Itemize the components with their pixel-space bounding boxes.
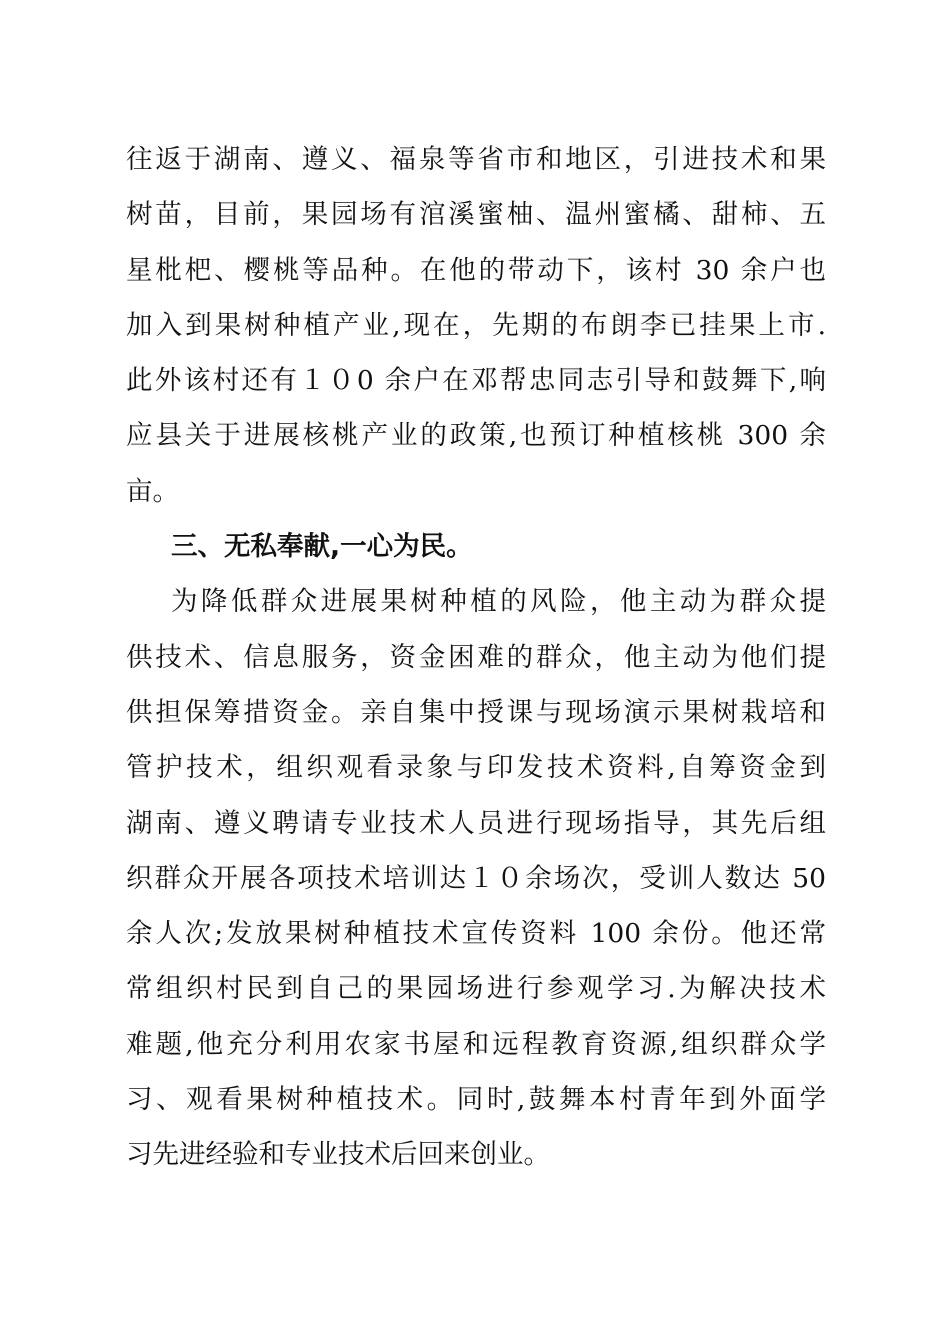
text-line: 管护技术，组织观看录象与印发技术资料,自筹资金到 [126, 752, 826, 784]
text-line: 往返于湖南、遵义、福泉等省市和地区，引进技术和果 [126, 144, 826, 175]
text-line: 供技术、信息服务，资金困难的群众，他主动为他们提 [126, 641, 826, 673]
text-line: 树苗，目前，果园场有涫溪蜜柚、温州蜜橘、甜柿、五 [126, 199, 826, 231]
text-line: 亩。 [126, 475, 179, 507]
paragraph-2 [126, 574, 826, 1182]
text-line: 此外该村还有１０0 余户在邓帮忠同志引导和鼓舞下,响 [126, 365, 826, 397]
text-line: 星枇杷、樱桃等品种。在他的带动下，该村 30 余户也 [126, 254, 826, 286]
text-line: 应县关于进展核桃产业的政策,也预订种植核桃 300 余 [126, 420, 826, 452]
text-line: 加入到果树种植产业,现在，先期的布朗李已挂果上市. [126, 309, 826, 341]
text-line: 习先进经验和专业技术后回来创业。 [126, 1139, 550, 1171]
text-line: 为降低群众进展果树种植的风险，他主动为群众提 [171, 586, 826, 618]
text-line: 湖南、遵义聘请专业技术人员进行现场指导，其先后组 [126, 807, 826, 839]
document-body [126, 132, 826, 1183]
paragraph-1 [126, 132, 826, 519]
text-line: 常组织村民到自己的果园场进行参观学习.为解决技术 [126, 973, 826, 1005]
text-line: 余人次;发放果树种植技术宣传资料 100 余份。他还常 [126, 918, 826, 950]
text-line: 习、观看果树种植技术。同时,鼓舞本村青年到外面学 [126, 1084, 826, 1116]
text-line: 难题,他充分利用农家书屋和远程教育资源,组织群众学 [126, 1028, 826, 1060]
text-line: 织群众开展各项技术培训达１０余场次，受训人数达 50 [126, 862, 826, 894]
section-heading: 三、无私奉献,一心为民。 [171, 531, 473, 563]
text-line: 供担保筹措资金。亲自集中授课与现场演示果树栽培和 [126, 696, 826, 728]
